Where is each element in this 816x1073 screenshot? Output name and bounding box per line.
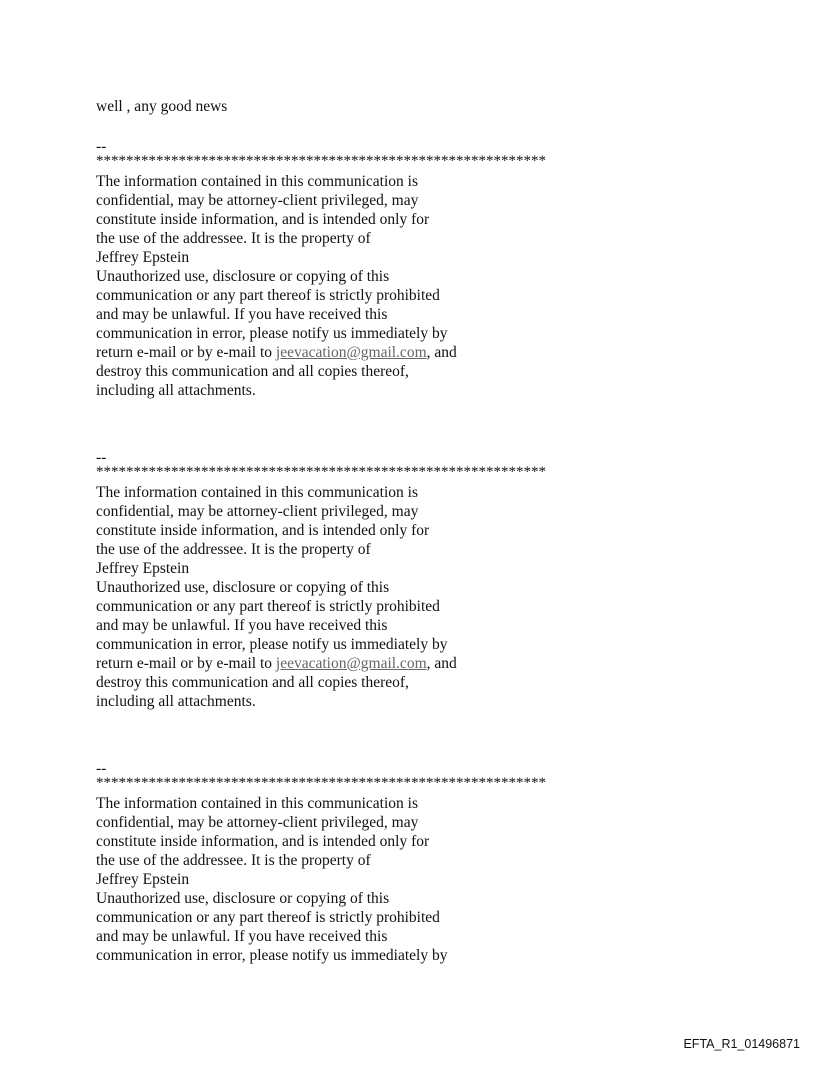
disclaimer-line: communication in error, please notify us immediately by — [96, 947, 448, 964]
disclaimer-line: Unauthorized use, disclosure or copying of this — [96, 890, 390, 907]
disclaimer-line: destroy this communication and all copies thereof, — [96, 674, 409, 691]
disclaimer-line: Unauthorized use, disclosure or copying of this — [96, 268, 390, 285]
disclaimer-line: including all attachments. — [96, 382, 256, 399]
signature-separator: -- — [96, 760, 107, 777]
disclaimer-line: and may be unlawful. If you have received this — [96, 617, 388, 634]
return-prefix: return e-mail or by e-mail to — [96, 344, 276, 361]
disclaimer-line: confidential, may be attorney-client privileged, may — [96, 814, 419, 831]
disclaimer-line: communication or any part thereof is strictly prohibited — [96, 598, 440, 615]
disclaimer-line: constitute inside information, and is intended only for — [96, 833, 430, 850]
disclaimer-line: the use of the addressee. It is the property of — [96, 852, 371, 869]
email-link[interactable]: jeevacation@gmail.com — [275, 655, 427, 672]
disclaimer-line: confidential, may be attorney-client privileged, may — [96, 503, 419, 520]
disclaimer-line: the use of the addressee. It is the property of — [96, 230, 371, 247]
signature-stars-divider: ************************************************************ — [96, 153, 546, 169]
disclaimer-line: destroy this communication and all copies thereof, — [96, 363, 409, 380]
disclaimer-line: The information contained in this communication is — [96, 795, 418, 812]
disclaimer-line: communication or any part thereof is strictly prohibited — [96, 909, 440, 926]
disclaimer-line: the use of the addressee. It is the property of — [96, 541, 371, 558]
signature-separator: -- — [96, 449, 107, 466]
document-id: EFTA_R1_01496871 — [683, 1037, 800, 1051]
disclaimer-return-line — [96, 654, 457, 673]
disclaimer-line: The information contained in this communication is — [96, 173, 418, 190]
disclaimer-line: Jeffrey Epstein — [96, 560, 190, 577]
disclaimer-return-line — [96, 343, 457, 362]
email-link[interactable]: jeevacation@gmail.com — [275, 344, 427, 361]
disclaimer-line: and may be unlawful. If you have received this — [96, 928, 388, 945]
disclaimer-line: confidential, may be attorney-client privileged, may — [96, 192, 419, 209]
signature-separator: -- — [96, 138, 107, 155]
signature-stars-divider: ************************************************************ — [96, 775, 546, 791]
disclaimer-line: and may be unlawful. If you have received this — [96, 306, 388, 323]
disclaimer-line: communication in error, please notify us immediately by — [96, 636, 448, 653]
disclaimer-line: constitute inside information, and is intended only for — [96, 522, 430, 539]
disclaimer-line: Jeffrey Epstein — [96, 249, 190, 266]
disclaimer-line: constitute inside information, and is intended only for — [96, 211, 430, 228]
return-suffix: , and — [426, 344, 457, 361]
return-prefix: return e-mail or by e-mail to — [96, 655, 276, 672]
return-suffix: , and — [426, 655, 457, 672]
disclaimer-line: including all attachments. — [96, 693, 256, 710]
disclaimer-line: communication or any part thereof is strictly prohibited — [96, 287, 440, 304]
signature-stars-divider: ************************************************************ — [96, 464, 546, 480]
disclaimer-line: The information contained in this communication is — [96, 484, 418, 501]
disclaimer-line: Jeffrey Epstein — [96, 871, 190, 888]
message-body: well , any good news — [96, 98, 228, 115]
disclaimer-line: communication in error, please notify us immediately by — [96, 325, 448, 342]
disclaimer-line: Unauthorized use, disclosure or copying of this — [96, 579, 390, 596]
